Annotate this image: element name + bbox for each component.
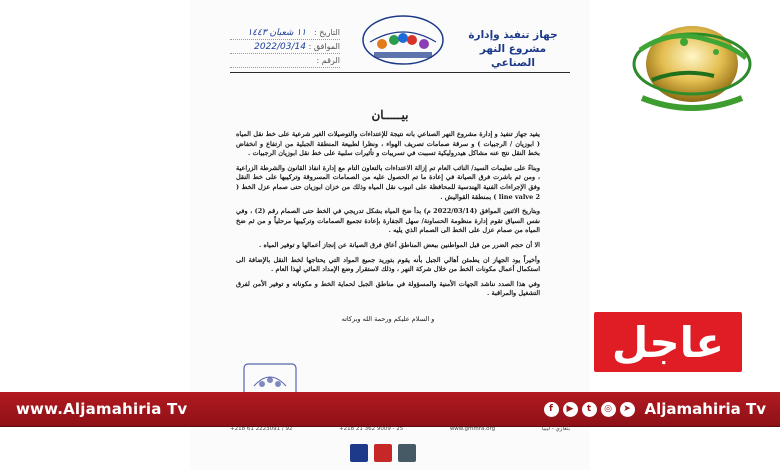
meta-ref-line <box>230 54 340 68</box>
letter-footer <box>230 426 570 432</box>
meta-corresponding-label: الموافق : <box>308 42 340 51</box>
breaking-news-badge: عاجل <box>594 312 742 372</box>
channel-handle[interactable]: Aljamahiria Tv <box>644 400 766 418</box>
gmmra-logo-icon <box>358 12 448 68</box>
letter-paragraph: وفي هذا الصدد نناشد الجهات الأمنية والمسؤولة في مناطق الجبل لحماية الخط و مكوناته و توفير الأمن لفرق التشغيل والمراقبة . <box>236 279 540 298</box>
letter-paragraph: وبناءً على تعليمات السيد/ النائب العام تم إزالة الاعتداءات بالتعاون التام مع إدارة انفاذ القانون والشرطة الزراعية ، ومن ثم باشرت فرق الصيانة في إعادة ما تم الحصول عليه من الصمامات المسروقة وتركيبها على خط النقل وفق الإجراءات الفنية الهندسية للمحافظة على انبوب نقل المياه وذلك من خزان ابوزيان حتى صمام عزل الخط ( line valve 2 ) بمنطقة القواليش . <box>236 163 540 201</box>
letter-body <box>236 130 540 330</box>
org-name-line-2: مشروع النهر الصناعي <box>479 43 547 69</box>
letter-paragraph: وبتاريخ الاثنين الموافق (2022/03/14 م) بدأ ضخ المياه بشكل تدريجي في الخط حتى الصمام رقم (2) ، وفي نفس السياق تقوم إدارة منظومة الحساونة/ سهل الجفارة بإعادة تجميع الصمامات وتركيبها مرحلياً و من ثم ضخ المياه من صمام عزل على الخط الى الصمام الذي يليه . <box>236 207 540 235</box>
letter-paragraph: يفيد جهاز تنفيذ و إدارة مشروع النهر الصناعي بانه نتيجة للإعتداءات والتوصيلات الغير شرعية على خط نقل المياه ( ابوزيان / الرجبيات ) و سرقة صمامات تصريف الهواء ، ونظرا لطبيعة المنطقة الجبلية من ارتفاع و انخفاض بخط النقل نتج عنه مشاكل هيدروليكية تسببت في تسريبات و تأثيرات سلبية على خط نقل ابوزيان الرجبيات . <box>236 130 540 158</box>
footer-col: www.gmmra.org <box>449 426 496 432</box>
footer-col: +218 21 362 9009 - 25 <box>338 426 404 432</box>
bv-cert-icon <box>374 444 392 462</box>
letter-paragraph: الا أن حجم الضرر من قبل المواطنين ببعض المناطق أعاق فرق الصيانة عن إنجاز أعمالها و توفير المياه . <box>259 240 540 249</box>
letter-title: بيـــــان <box>371 108 409 122</box>
twitter-icon[interactable]: t <box>582 402 597 417</box>
channel-website-url[interactable]: www.Aljamahiria Tv <box>16 400 188 418</box>
meta-gregorian-line <box>230 40 340 54</box>
org-name-line-1: جهاز تنفيذ وإدارة <box>468 29 558 41</box>
letterhead-org-name <box>458 28 568 70</box>
footer-certification-logos <box>350 444 416 462</box>
iso-cert-icon <box>350 444 368 462</box>
header-divider <box>230 72 570 73</box>
channel-ticker-bar <box>0 392 780 426</box>
facebook-icon[interactable]: f <box>544 402 559 417</box>
letter-meta <box>230 26 340 68</box>
meta-date-gregorian: 2022/03/14 <box>254 42 306 52</box>
footer-col: +218 61 2223091 / 92 <box>230 426 293 432</box>
meta-date-line <box>230 26 340 40</box>
ukas-cert-icon <box>398 444 416 462</box>
meta-date-label: التاريخ : <box>313 28 340 37</box>
aljamahiria-channel-logo-icon <box>612 6 772 118</box>
meta-date-hijri: ١١ شعبان ١٤٤٣ <box>247 28 306 38</box>
instagram-icon[interactable]: ◎ <box>601 402 616 417</box>
youtube-icon[interactable]: ▶ <box>563 402 578 417</box>
telegram-icon[interactable]: ➤ <box>620 402 635 417</box>
footer-col: بنغازي - ليبيا <box>541 426 570 432</box>
letter-paragraph: وأخيراً يود الجهاز ان يطمئن أهالي الجبل بأنه يقوم بتوريد جميع المواد التي يحتاجها لخط النقل بالإضافة الى استكمال أعمال مكونات الخط من خلال شركة النهر ، وذلك لاستقرار وضع الإمداد المائي لهذا العام . <box>236 255 540 274</box>
meta-ref-label: الرقم : <box>316 56 340 65</box>
ticker-social-group <box>544 392 766 426</box>
letter-closing: و السلام عليكم ورحمة الله وبركاته <box>341 314 435 323</box>
